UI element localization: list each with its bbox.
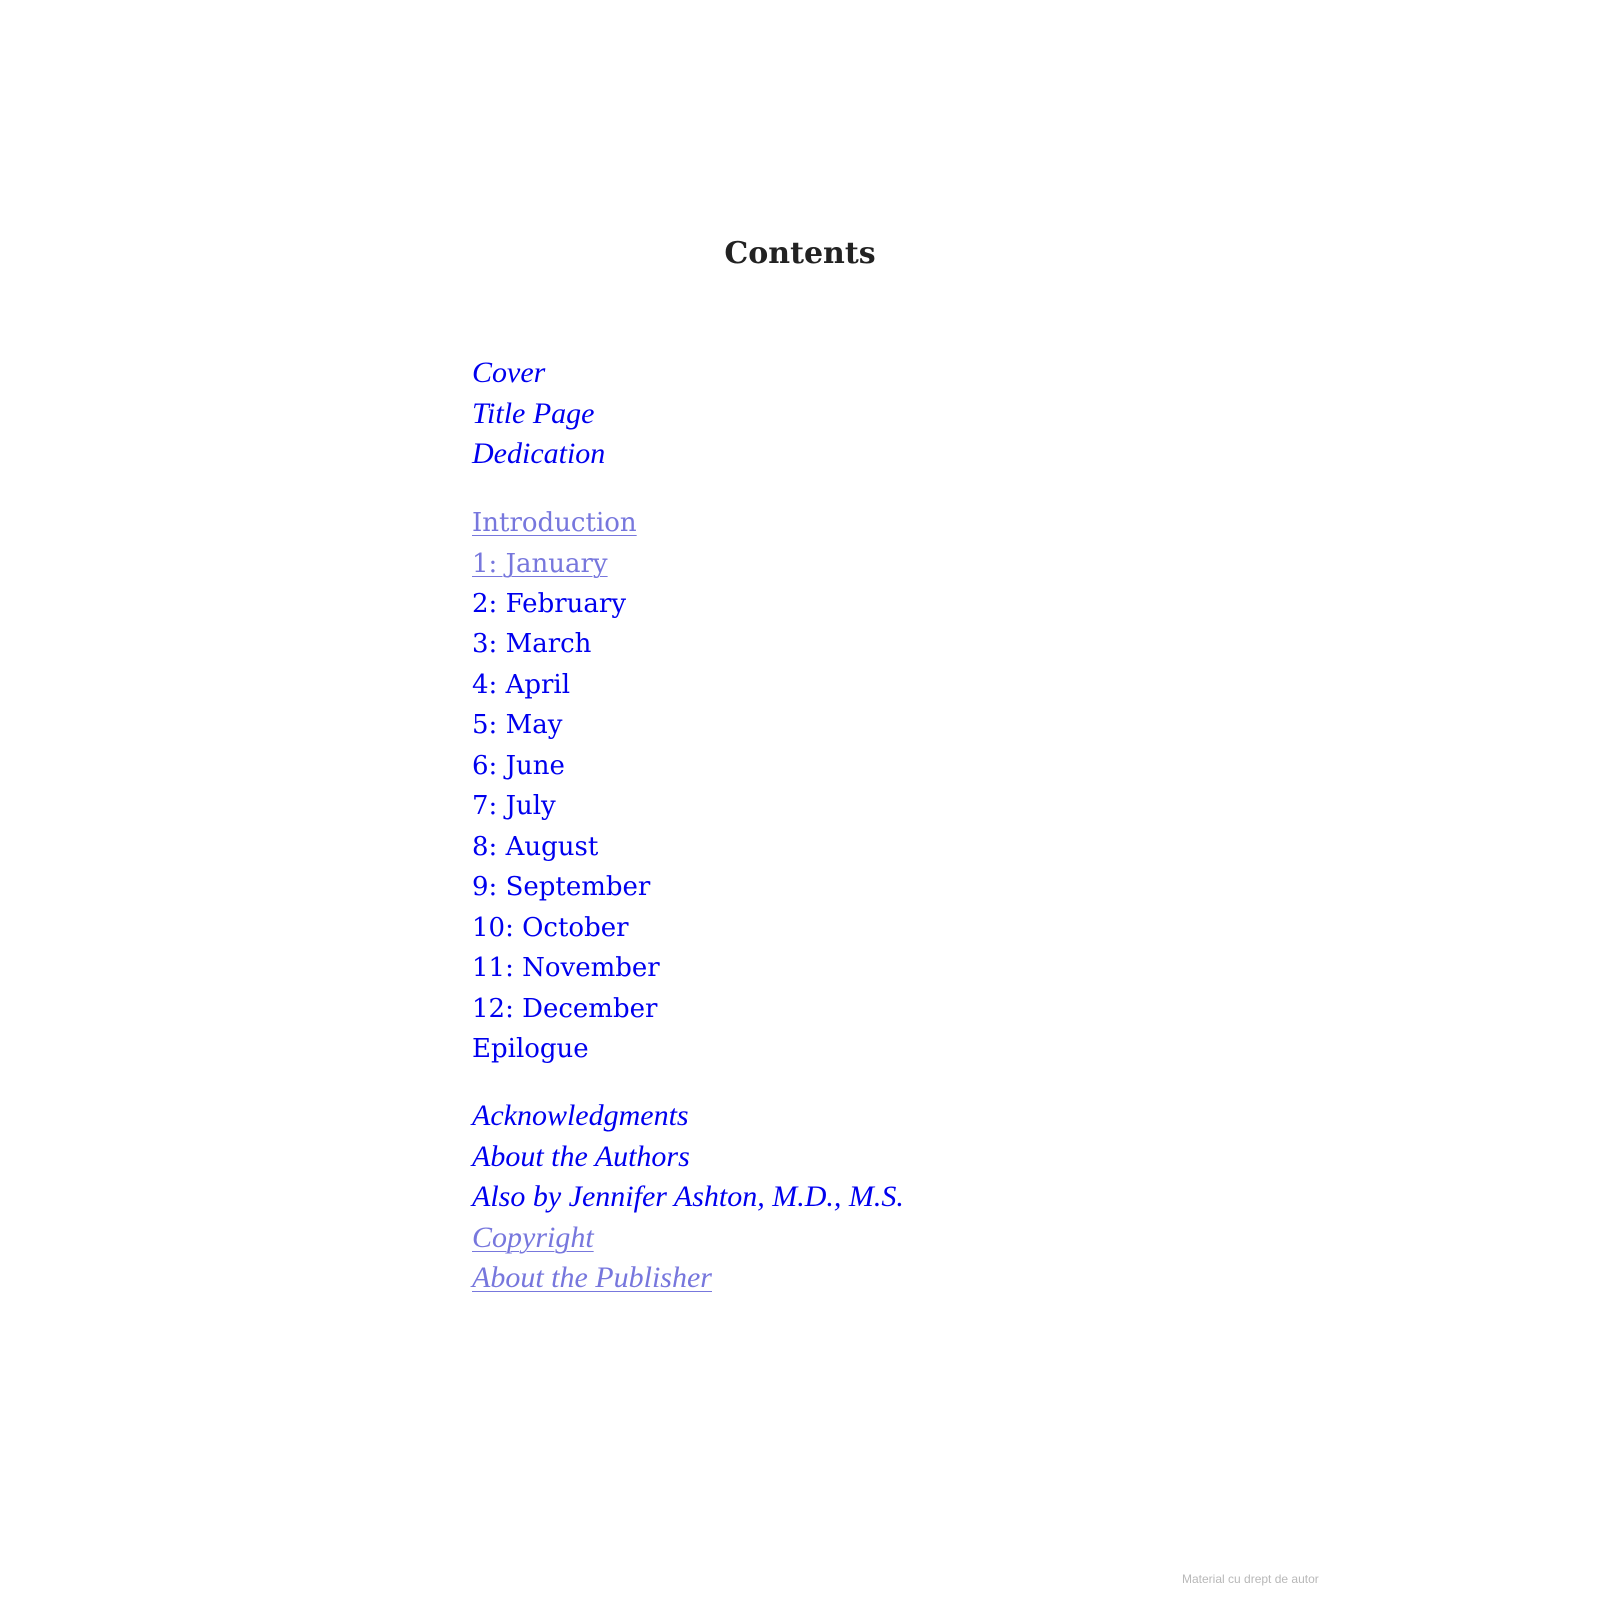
toc-link-february[interactable]: 2: February: [472, 589, 627, 619]
toc-link-april[interactable]: 4: April: [472, 670, 571, 700]
toc-link-about-the-publisher[interactable]: About the Publisher: [472, 1261, 712, 1294]
toc-link-november[interactable]: 11: November: [472, 953, 660, 983]
toc-link-title-page[interactable]: Title Page: [472, 397, 595, 430]
toc-link-august[interactable]: 8: August: [472, 832, 599, 862]
toc-link-june[interactable]: 6: June: [472, 751, 565, 781]
page-title: Contents: [724, 236, 876, 271]
toc-link-cover[interactable]: Cover: [472, 356, 546, 389]
toc-link-march[interactable]: 3: March: [472, 629, 592, 659]
toc-link-dedication[interactable]: Dedication: [472, 437, 606, 470]
toc-link-introduction[interactable]: Introduction: [472, 508, 637, 538]
toc-link-july[interactable]: 7: July: [472, 791, 556, 821]
toc-link-december[interactable]: 12: December: [472, 994, 658, 1024]
toc-link-october[interactable]: 10: October: [472, 913, 629, 943]
toc-link-may[interactable]: 5: May: [472, 710, 563, 740]
toc-link-copyright[interactable]: Copyright: [472, 1221, 594, 1254]
toc-link-january[interactable]: 1: January: [472, 549, 608, 579]
toc-link-acknowledgments[interactable]: Acknowledgments: [472, 1099, 689, 1132]
toc-link-also-by[interactable]: Also by Jennifer Ashton, M.D., M.S.: [472, 1180, 904, 1213]
toc-link-september[interactable]: 9: September: [472, 872, 651, 902]
toc-link-epilogue[interactable]: Epilogue: [472, 1034, 589, 1064]
toc-link-about-the-authors[interactable]: About the Authors: [472, 1140, 690, 1173]
copyright-watermark: Material cu drept de autor: [1182, 1572, 1319, 1586]
